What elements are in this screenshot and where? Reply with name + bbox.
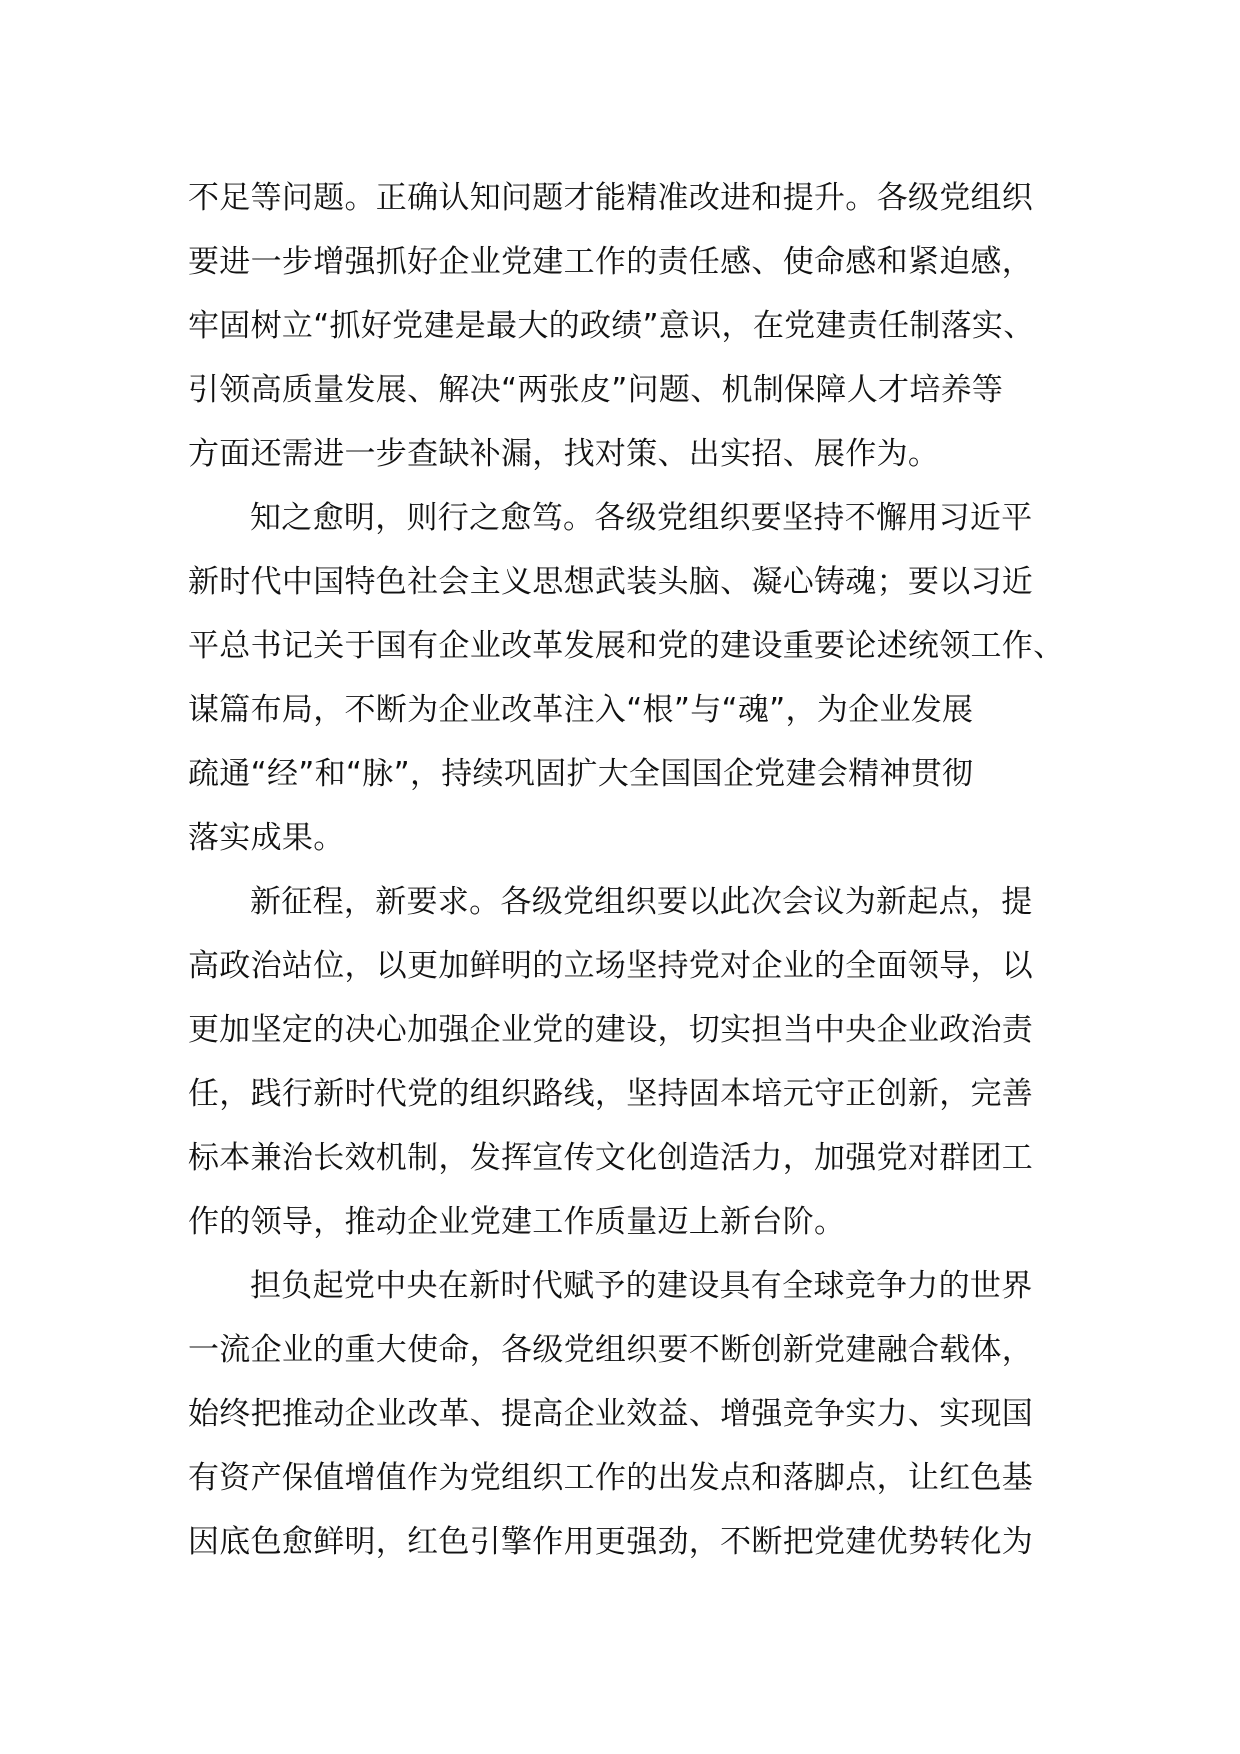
text-line: 任，践行新时代党的组织路线，坚持固本培元守正创新，完善 xyxy=(188,1076,1034,1112)
text-line: 方面还需进一步查缺补漏，找对策、出实招、展作为。 xyxy=(188,436,940,472)
text-line: 疏通“经”和“脉”，持续巩固扩大全国国企党建会精神贯彻 xyxy=(188,756,974,792)
text-line: 始终把推动企业改革、提高企业效益、增强竞争实力、实现国 xyxy=(188,1396,1034,1432)
text-line: 牢固树立“抓好党建是最大的政绩”意识，在党建责任制落实、 xyxy=(188,308,1035,344)
text-line: 平总书记关于国有企业改革发展和党的建设重要论述统领工作、 xyxy=(188,628,1065,664)
text-line: 担负起党中央在新时代赋予的建设具有全球竞争力的世界 xyxy=(250,1268,1033,1304)
text-line: 知之愈明，则行之愈笃。各级党组织要坚持不懈用习近平 xyxy=(250,500,1033,536)
paragraph-4 xyxy=(188,1254,1088,1574)
paragraph-1 xyxy=(188,166,1088,486)
text-line: 谋篇布局，不断为企业改革注入“根”与“魂”，为企业发展 xyxy=(188,692,974,728)
text-line: 新时代中国特色社会主义思想武装头脑、凝心铸魂；要以习近 xyxy=(188,564,1034,600)
text-line: 引领高质量发展、解决“两张皮”问题、机制保障人才培养等 xyxy=(188,372,1004,408)
text-line: 落实成果。 xyxy=(188,820,345,856)
text-line: 不足等问题。正确认知问题才能精准改进和提升。各级党组织 xyxy=(188,180,1034,216)
text-line: 一流企业的重大使命，各级党组织要不断创新党建融合载体， xyxy=(188,1332,1034,1368)
text-line: 高政治站位，以更加鲜明的立场坚持党对企业的全面领导，以 xyxy=(188,948,1034,984)
text-line: 更加坚定的决心加强企业党的建设，切实担当中央企业政治责 xyxy=(188,1012,1034,1048)
text-line: 因底色愈鲜明，红色引擎作用更强劲，不断把党建优势转化为 xyxy=(188,1524,1034,1560)
paragraph-2 xyxy=(188,486,1088,870)
body-text xyxy=(188,166,1088,1574)
paragraph-3 xyxy=(188,870,1088,1254)
text-line: 作的领导，推动企业党建工作质量迈上新台阶。 xyxy=(188,1204,846,1240)
text-line: 新征程，新要求。各级党组织要以此次会议为新起点，提 xyxy=(250,884,1033,920)
text-line: 标本兼治长效机制，发挥宣传文化创造活力，加强党对群团工 xyxy=(188,1140,1034,1176)
text-line: 要进一步增强抓好企业党建工作的责任感、使命感和紧迫感， xyxy=(188,244,1034,280)
text-line: 有资产保值增值作为党组织工作的出发点和落脚点，让红色基 xyxy=(188,1460,1034,1496)
